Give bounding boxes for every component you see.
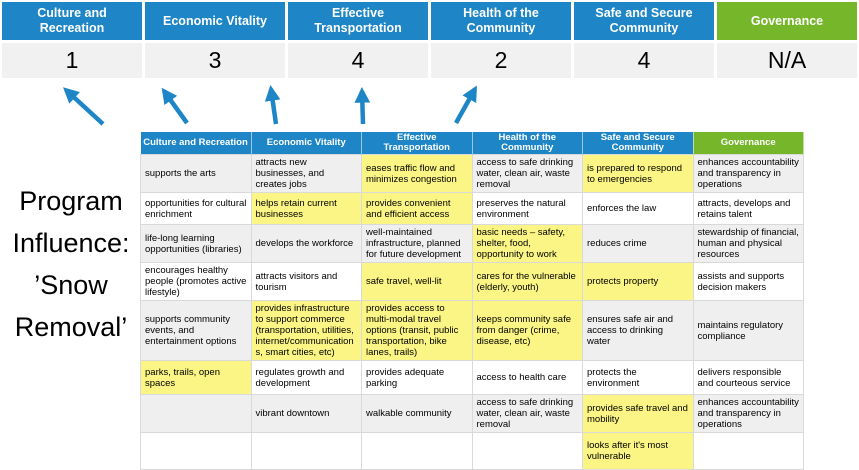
matrix-header-economic-vitality: Economic Vitality <box>251 132 362 155</box>
table-cell: regulates growth and development <box>251 361 362 395</box>
matrix-header-health-of-the-community: Health of the Community <box>472 132 583 155</box>
table-cell <box>141 395 252 433</box>
table-cell <box>141 433 252 470</box>
banner-safe-and-secure-community: Safe and Secure Community <box>574 2 714 40</box>
matrix-header-effective-transportation: Effective Transportation <box>362 132 473 155</box>
score-strip <box>2 43 857 78</box>
page-title-line: Program <box>19 186 123 216</box>
table-cell: provides safe travel and mobility <box>583 395 694 433</box>
table-cell: attracts, develops and retains talent <box>693 193 804 225</box>
banner-health-of-the-community: Health of the Community <box>431 2 571 40</box>
table-cell <box>362 433 473 470</box>
table-row <box>141 361 804 395</box>
table-cell: access to safe drinking water, clean air, waste removal <box>472 155 583 193</box>
table-cell <box>251 433 362 470</box>
up-arrows-icon <box>0 80 859 135</box>
influence-matrix <box>140 132 804 470</box>
table-cell: access to health care <box>472 361 583 395</box>
matrix-header-governance: Governance <box>693 132 804 155</box>
table-cell <box>693 433 804 470</box>
table-cell: provides access to multi-modal travel options (transit, public transportation, bike lanes, trails) <box>362 301 473 361</box>
page-title-line: Removal’ <box>14 312 128 342</box>
table-cell: enforces the law <box>583 193 694 225</box>
up-arrow-1-icon <box>66 90 103 124</box>
table-cell: is prepared to respond to emergencies <box>583 155 694 193</box>
category-banner <box>2 2 857 40</box>
up-arrow-2-icon <box>164 91 187 123</box>
table-cell: supports the arts <box>141 155 252 193</box>
matrix-header-culture-and-recreation: Culture and Recreation <box>141 132 252 155</box>
table-cell <box>472 433 583 470</box>
matrix-header-safe-and-secure-community: Safe and Secure Community <box>583 132 694 155</box>
table-cell: develops the workforce <box>251 225 362 263</box>
table-cell: provides convenient and efficient access <box>362 193 473 225</box>
table-cell: helps retain current businesses <box>251 193 362 225</box>
table-cell: supports community events, and entertainment options <box>141 301 252 361</box>
table-cell: eases traffic flow and minimizes congestion <box>362 155 473 193</box>
table-cell: enhances accountability and transparency in operations <box>693 395 804 433</box>
table-row <box>141 433 804 470</box>
score-safe-and-secure-community: 4 <box>574 43 714 78</box>
page-title-line: ’Snow <box>34 270 108 300</box>
table-cell: well-maintained infrastructure, planned for future development <box>362 225 473 263</box>
table-row <box>141 155 804 193</box>
table-cell: enhances accountability and transparency in operations <box>693 155 804 193</box>
table-cell: provides infrastructure to support commerce (transportation, utilities, internet/communications, smart cities, etc) <box>251 301 362 361</box>
table-row <box>141 225 804 263</box>
score-culture-and-recreation: 1 <box>2 43 142 78</box>
table-cell: provides adequate parking <box>362 361 473 395</box>
score-governance: N/A <box>717 43 857 78</box>
table-cell: maintains regulatory compliance <box>693 301 804 361</box>
page-title-line: Influence: <box>12 228 130 258</box>
table-row <box>141 193 804 225</box>
up-arrow-3-icon <box>271 89 276 124</box>
table-row <box>141 301 804 361</box>
banner-governance: Governance <box>717 2 857 40</box>
table-cell: looks after it's most vulnerable <box>583 433 694 470</box>
table-cell: keeps community safe from danger (crime, disease, etc) <box>472 301 583 361</box>
table-cell: stewardship of financial, human and physical resources <box>693 225 804 263</box>
matrix-header-row <box>141 132 804 155</box>
banner-economic-vitality: Economic Vitality <box>145 2 285 40</box>
table-cell: safe travel, well-lit <box>362 263 473 301</box>
table-cell: protects property <box>583 263 694 301</box>
table-cell: cares for the vulnerable (elderly, youth) <box>472 263 583 301</box>
score-health-of-the-community: 2 <box>431 43 571 78</box>
table-cell: delivers responsible and courteous service <box>693 361 804 395</box>
score-effective-transportation: 4 <box>288 43 428 78</box>
table-cell: access to safe drinking water, clean air, waste removal <box>472 395 583 433</box>
table-cell: attracts visitors and tourism <box>251 263 362 301</box>
table-cell: walkable community <box>362 395 473 433</box>
score-economic-vitality: 3 <box>145 43 285 78</box>
table-cell: vibrant downtown <box>251 395 362 433</box>
banner-effective-transportation: Effective Transportation <box>288 2 428 40</box>
table-cell: life-long learning opportunities (libraries) <box>141 225 252 263</box>
table-cell: opportunities for cultural enrichment <box>141 193 252 225</box>
table-cell: parks, trails, open spaces <box>141 361 252 395</box>
table-cell: protects the environment <box>583 361 694 395</box>
table-cell: attracts new businesses, and creates jobs <box>251 155 362 193</box>
banner-culture-and-recreation: Culture and Recreation <box>2 2 142 40</box>
table-cell: preserves the natural environment <box>472 193 583 225</box>
table-row <box>141 395 804 433</box>
page-title <box>0 180 142 348</box>
table-cell: encourages healthy people (promotes active lifestyle) <box>141 263 252 301</box>
up-arrow-5-icon <box>456 89 475 123</box>
table-cell: ensures safe air and access to drinking water <box>583 301 694 361</box>
up-arrow-4-icon <box>362 91 363 124</box>
table-cell: basic needs – safety, shelter, food, opportunity to work <box>472 225 583 263</box>
table-row <box>141 263 804 301</box>
table-cell: reduces crime <box>583 225 694 263</box>
table-cell: assists and supports decision makers <box>693 263 804 301</box>
